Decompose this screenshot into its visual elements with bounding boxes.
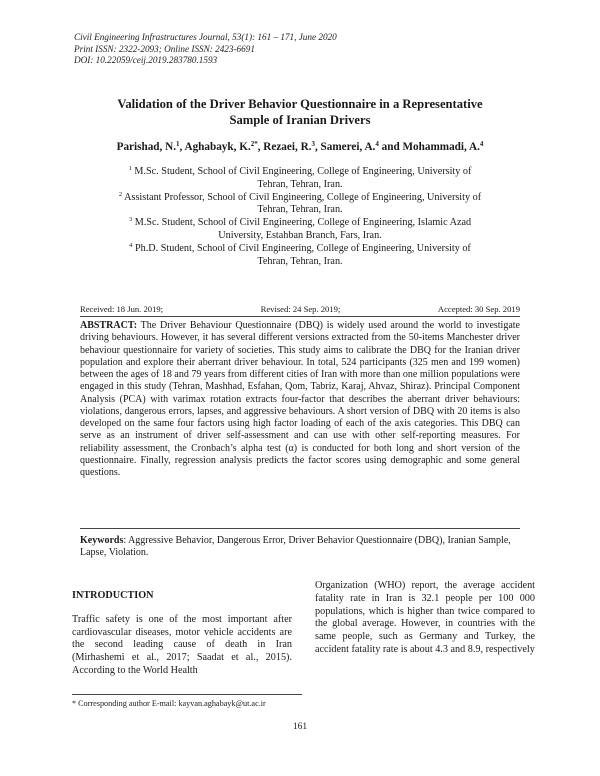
journal-header <box>74 32 337 67</box>
affiliation-number: 1 <box>128 165 132 172</box>
affiliation-line: Tehran, Tehran, Iran. <box>257 204 343 216</box>
author-affiliation-mark: 4 <box>375 140 379 148</box>
affiliation-item <box>80 217 520 243</box>
affiliation-line: Tehran, Tehran, Iran. <box>257 255 343 267</box>
author-affiliation-mark: 2* <box>250 140 258 148</box>
introduction-paragraph: Traffic safety is one of the most important after cardiovascular diseases, motor vehicle accidents are the second leading cause of death in Iran (Mirhashemi et al., 2017; Saadat et al., 2015). According to the World Health <box>72 613 292 676</box>
keywords <box>80 528 520 559</box>
affiliation-item <box>80 192 520 218</box>
submission-dates <box>80 304 520 317</box>
affiliation-line: M.Sc. Student, School of Civil Engineering, College of Engineering, University of <box>134 166 472 177</box>
author-list <box>60 141 540 153</box>
body-column-right <box>315 580 535 657</box>
paper-title-line-1: Validation of the Driver Behavior Questionnaire in a Representative <box>117 97 483 111</box>
paper-title-line-2: Sample of Iranian Drivers <box>229 113 371 127</box>
author-affiliation-mark: 1 <box>176 140 180 148</box>
keywords-text: : Aggressive Behavior, Dangerous Error, Driver Behavior Questionnaire (DBQ), Iranian Sample, Lapse, Violation. <box>80 535 511 559</box>
author-separator: , <box>257 141 264 153</box>
author-affiliation-mark: 3 <box>311 140 315 148</box>
received-date: Received: 18 Jun. 2019; <box>80 304 164 314</box>
author-name: Samerei, A. <box>320 141 376 153</box>
body-column-left <box>72 590 292 678</box>
affiliation-line: Ph.D. Student, School of Civil Engineering, College of Engineering, University of <box>134 242 471 254</box>
author-name: Mohammadi, A. <box>402 141 480 153</box>
affiliation-item <box>80 243 520 269</box>
author-separator: , <box>314 141 321 153</box>
affiliation-number: 3 <box>128 216 133 224</box>
corresponding-author-footnote: * Corresponding author E-mail: kayvan.aghabayk@ut.ac.ir <box>72 694 302 708</box>
affiliation-line: University, Estahban Branch, Fars, Iran. <box>218 229 382 241</box>
affiliation-item <box>80 166 520 192</box>
affiliation-line: Assistant Professor, School of Civil Engineering, College of Engineering, University of <box>124 191 482 203</box>
section-heading-introduction: INTRODUCTION <box>72 590 154 601</box>
journal-issn: Print ISSN: 2322-2093; Online ISSN: 2423-6691 <box>74 43 255 54</box>
affiliation-line: M.Sc. Student, School of Civil Engineering, College of Engineering, Islamic Azad <box>134 217 472 229</box>
page-number: 161 <box>292 722 308 732</box>
journal-doi: DOI: 10.22059/ceij.2019.283780.1593 <box>74 55 218 66</box>
accepted-date: Accepted: 30 Sep. 2019 <box>437 304 520 314</box>
affiliation-line: Tehran, Tehran, Iran. <box>257 178 343 190</box>
abstract-text: The Driver Behaviour Questionnaire (DBQ) is widely used around the world to investigate driving behaviours. However, it has several different versions extracted from the 50-items Manchester driver behaviour questionnaire for variety of societies. This study aims to calibrate the DBQ for the Iranian driver population and explore their aberrant driver behaviour. In total, 524 participants (325 men and 199 women) between the ages of 18 and 79 years from different cities of Iran with more than one million populations were engaged in this study (Tehran, Mashhad, Esfahan, Qom, Tabriz, Karaj, Ahvaz, Shiraz). Principal Component Analysis (PCA) with varimax rotation extracts four-factor that describes the aberrant driver behaviours: violations, dangerous errors, lapses, and aggressive behaviours. A short version of DBQ with 20 items is also developed on the same four factors using high factor loading of each of the axis categories. This DBQ can serve as an instrument of driver self-assessment and can use with other self-reporting measures. For reliability assessment, the Cronbach’s alpha test (α) is conducted for both long and short version of the questionnaire. Finally, regression analysis predicts the factor scores using demographic and some general questions. <box>80 320 520 478</box>
author-name: Aghabayk, K. <box>184 141 251 153</box>
journal-citation: Civil Engineering Infrastructures Journal, 53(1): 161 – 171, June 2020 <box>74 32 337 42</box>
affiliation-number: 2 <box>118 190 123 198</box>
introduction-paragraph-continued: Organization (WHO) report, the average accident fatality rate in Iran is 32.1 people per 100 000 populations, which is higher than twice compared to the global average. However, in countries with the same people, such as Germany and Turkey, the accident fatality rate is about 4.3 and 8.9, respectively <box>315 580 535 655</box>
abstract-label: ABSTRACT: <box>80 320 138 331</box>
author-name: Parishad, N. <box>116 141 176 153</box>
author-separator: , <box>179 141 185 153</box>
revised-date: Revised: 24 Sep. 2019; <box>260 304 341 314</box>
abstract <box>80 320 520 479</box>
affiliation-list <box>80 166 520 268</box>
keywords-label: Keywords <box>80 535 124 546</box>
author-separator: and <box>378 141 403 153</box>
paper-title <box>60 96 540 128</box>
author-affiliation-mark: 4 <box>479 140 484 148</box>
author-name: Rezaei, R. <box>263 141 312 153</box>
affiliation-number: 4 <box>129 241 133 249</box>
